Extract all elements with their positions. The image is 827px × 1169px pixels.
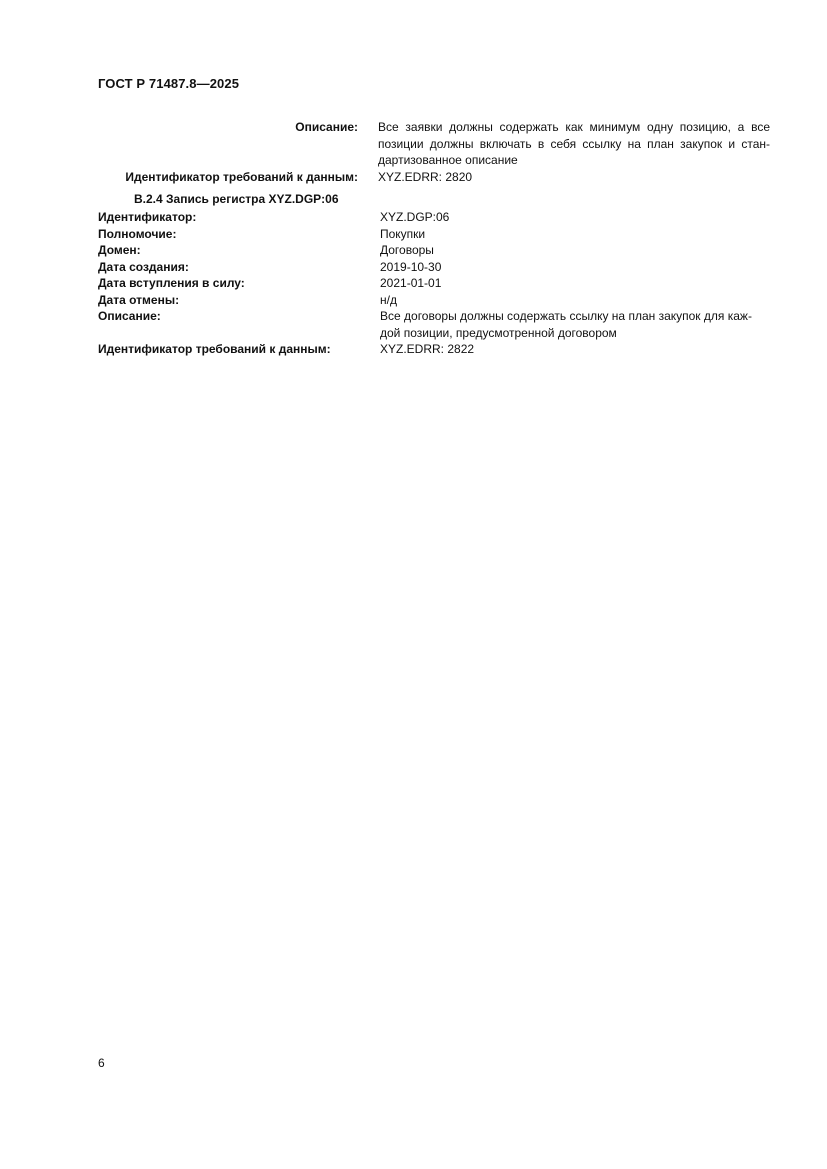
requirement-id-row — [98, 169, 770, 186]
registry-record — [98, 209, 770, 358]
registry-value: Договоры — [380, 243, 434, 257]
registry-row-creation-date — [98, 259, 770, 276]
document-standard-title: ГОСТ Р 71487.8—2025 — [98, 76, 240, 91]
registry-label: Описание: — [98, 309, 161, 323]
registry-label: Домен: — [98, 243, 141, 257]
registry-label: Полномочие: — [98, 226, 177, 241]
registry-row-domain — [98, 242, 770, 259]
registry-value: XYZ.DGP:06 — [380, 210, 450, 224]
registry-label: Дата создания: — [98, 259, 189, 274]
registry-row-identifier — [98, 209, 770, 226]
registry-row-description — [98, 308, 770, 341]
registry-label: Дата отмены: — [98, 292, 180, 307]
registry-value: Все договоры должны содержать ссылку на план закупок для каж-дой позиции, предусмотренной договором — [380, 309, 752, 340]
previous-record-continuation — [98, 119, 770, 185]
registry-row-cancellation-date — [98, 292, 770, 309]
page-number: 6 — [98, 1056, 105, 1070]
description-row — [98, 119, 770, 169]
registry-label: Дата вступления в силу: — [98, 276, 245, 290]
registry-value: XYZ.EDRR: 2822 — [380, 342, 475, 356]
registry-value: Покупки — [380, 226, 426, 241]
requirement-id-label: Идентификатор требований к данным: — [125, 169, 358, 184]
description-value: Все заявки должны содержать как минимум одну позицию, а все позиции должны включать в себя ссылку на план закупок и стан-дартизованное описание — [378, 120, 770, 167]
requirement-id-value: XYZ.EDRR: 2820 — [378, 169, 473, 184]
section-heading: В.2.4 Запись регистра XYZ.DGP:06 — [134, 192, 339, 206]
registry-row-authority — [98, 226, 770, 243]
registry-value: н/д — [380, 292, 397, 307]
registry-label: Идентификатор требований к данным: — [98, 342, 331, 356]
registry-row-requirement-id — [98, 341, 770, 358]
registry-row-effective-date — [98, 275, 770, 292]
registry-value: 2021-01-01 — [380, 276, 442, 290]
registry-value: 2019-10-30 — [380, 259, 442, 274]
description-label: Описание: — [295, 120, 358, 134]
registry-label: Идентификатор: — [98, 210, 197, 224]
